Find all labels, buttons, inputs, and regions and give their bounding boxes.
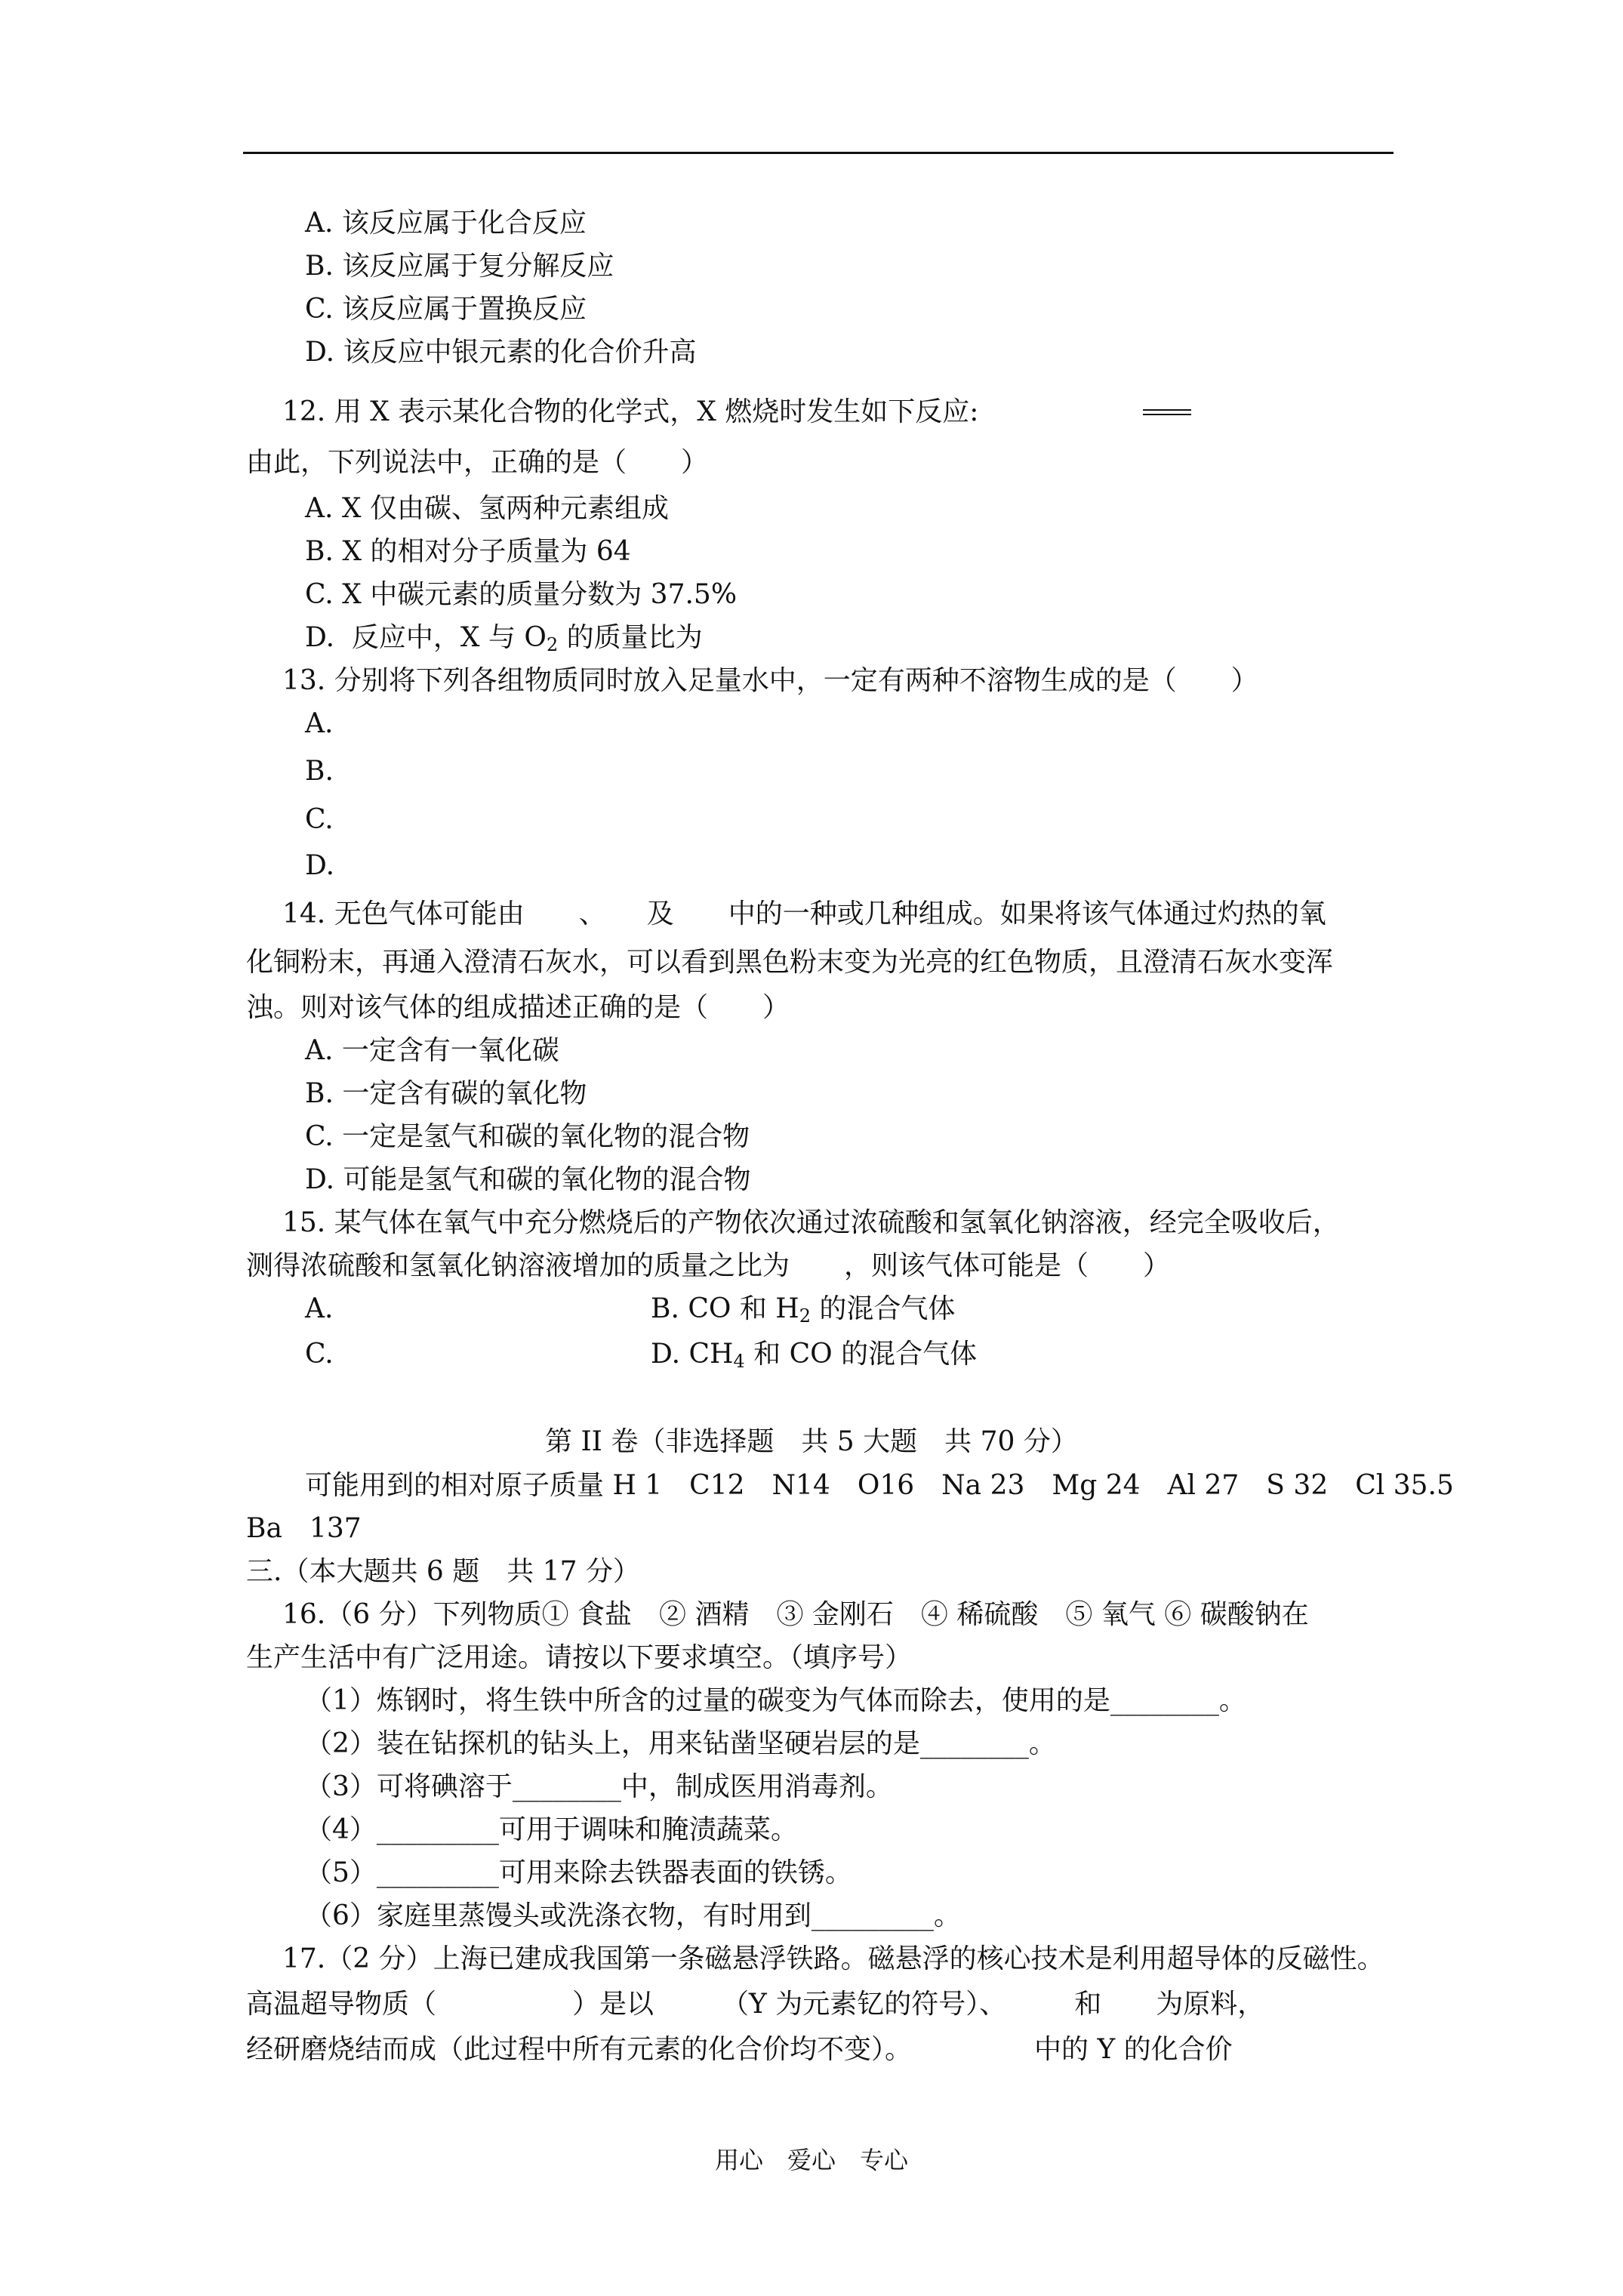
q16-item-4: （4）_________可用于调味和腌渍蔬菜。 xyxy=(305,1814,798,1845)
q15-option-d: D. $CH_4$ 和 CO 的混合气体 xyxy=(651,1339,978,1372)
q16-item-2: （2）装在钻探机的钻头上，用来钻凿坚硬岩层的是________。 xyxy=(305,1728,1056,1759)
q13-option-b: B. xyxy=(305,756,334,787)
q15-option-b: B. CO 和 $H_2$ 的混合气体 xyxy=(651,1293,956,1327)
q13-option-d: D. xyxy=(305,850,335,881)
q16-item-6: （6）家庭里蒸馒头或洗涤衣物，有时用到_________。 xyxy=(305,1900,961,1931)
q17-stem: 17.（2 分）上海已建成我国第一条磁悬浮铁路。磁悬浮的核心技术是利用超导体的反磁性。 xyxy=(282,1943,1384,1974)
q14-option-c: C. 一定是氢气和碳的氧化物的混合物 xyxy=(305,1121,750,1152)
q16-item-5: （5）_________可用来除去铁器表面的铁锈。 xyxy=(305,1857,852,1888)
q12-stem-cont: 由此，下列说法中，正确的是（ ） xyxy=(246,447,709,478)
q14-option-d: D. 可能是氢气和碳的氧化物的混合物 xyxy=(305,1164,751,1195)
q14-stem-cont2: 浊。则对该气体的组成描述正确的是（ ） xyxy=(246,992,790,1023)
q17-stem-cont2: 经研磨烧结而成（此过程中所有元素的化合价均不变）。 中的 Y 的化合价 xyxy=(246,2034,1233,2065)
q14-stem-cont1: 化铜粉末，再通入澄清石灰水，可以看到黑色粉末变为光亮的红色物质，且澄清石灰水变浑 xyxy=(246,947,1334,978)
q16-item-1: （1）炼钢时，将生铁中所含的过量的碳变为气体而除去，使用的是________。 xyxy=(305,1685,1246,1716)
q11-option-b: B. 该反应属于复分解反应 xyxy=(305,251,614,282)
reaction-equals-sign xyxy=(1143,408,1191,417)
q13-stem: 13. 分别将下列各组物质同时放入足量水中，一定有两种不溶物生成的是（ ） xyxy=(282,665,1258,696)
q12-option-b: B. X 的相对分子质量为 64 xyxy=(305,536,631,567)
header-rule xyxy=(243,152,1394,154)
q15-stem: 15. 某气体在氧气中充分燃烧后的产物依次通过浓硫酸和氢氧化钠溶液，经完全吸收后， xyxy=(282,1207,1340,1238)
q15-stem-cont: 测得浓硫酸和氢氧化钠溶液增加的质量之比为 ，则该气体可能是（ ） xyxy=(246,1250,1171,1281)
q12-option-a: A. X 仅由碳、氢两种元素组成 xyxy=(305,493,669,524)
q11-option-a: A. 该反应属于化合反应 xyxy=(305,208,587,239)
q14-option-a: A. 一定含有一氧化碳 xyxy=(305,1035,559,1066)
q11-option-d: D. 该反应中银元素的化合价升高 xyxy=(305,337,697,368)
part-three-heading: 三.（本大题共 6 题 共 17 分） xyxy=(246,1556,640,1587)
q16-stem: 16.（6 分）下列物质① 食盐 ② 酒精 ③ 金刚石 ④ 稀硫酸 ⑤ 氧气 ⑥ 碳酸钠在 xyxy=(282,1599,1309,1630)
q16-item-3: （3）可将碘溶于________中，制成医用消毒剂。 xyxy=(305,1771,893,1802)
section-title: 第 II 卷（非选择题 共 5 大题 共 70 分） xyxy=(545,1426,1078,1457)
q15-option-a: A. xyxy=(305,1293,334,1324)
q17-stem-cont1: 高温超导物质（ ）是以 （Y 为元素钇的符号）、 和 为原料， xyxy=(246,1989,1265,2020)
q15-option-c: C. xyxy=(305,1339,334,1370)
q11-option-c: C. 该反应属于置换反应 xyxy=(305,294,587,325)
q13-option-a: A. xyxy=(305,708,334,739)
q16-stem-cont: 生产生活中有广泛用途。请按以下要求填空。（填序号） xyxy=(246,1642,913,1673)
page-footer: 用心 爱心 专心 xyxy=(714,2146,908,2174)
q13-option-c: C. xyxy=(305,804,334,835)
q12-stem: 12. 用 X 表示某化合物的化学式，X 燃烧时发生如下反应: xyxy=(282,396,979,427)
q12-option-c: C. X 中碳元素的质量分数为 37.5% xyxy=(305,579,738,610)
atomic-masses: 可能用到的相对原子质量 H 1 C12 N14 O16 Na 23 Mg 24 Al 27 S 32 Cl 35.5 xyxy=(305,1470,1454,1501)
atomic-masses-cont: Ba 137 xyxy=(246,1513,362,1544)
q14-option-b: B. 一定含有碳的氧化物 xyxy=(305,1078,587,1109)
q12-option-d: D. 反应中，X 与 $O_2$ 的质量比为 xyxy=(305,622,703,655)
q14-stem: 14. 无色气体可能由 、 及 中的一种或几种组成。如果将该气体通过灼热的氧 xyxy=(282,898,1326,929)
